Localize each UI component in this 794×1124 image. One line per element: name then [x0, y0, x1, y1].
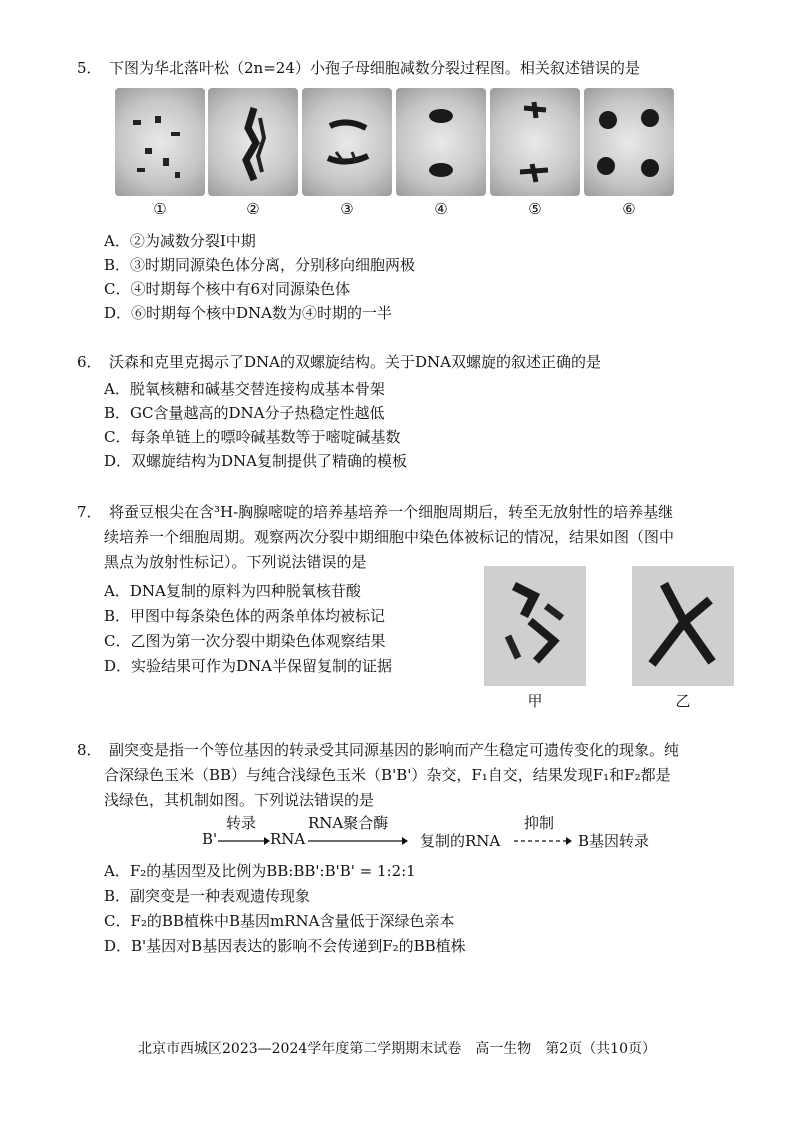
q7-option-c: C．乙图为第一次分裂中期染色体观察结果 [104, 632, 386, 650]
q5-option-a: A．②为减数分裂Ⅰ中期 [104, 232, 256, 250]
diagram-arrow2-label: RNA聚合酶 [308, 814, 389, 832]
q8-option-c: C．F₂的BB植株中B基因mRNA含量低于深绿色亲本 [104, 912, 455, 930]
q7-number: 7． [77, 503, 102, 521]
q8-number: 8． [77, 741, 102, 759]
q7-stem-line3: 黑点为放射性标记）。下列说法错误的是 [104, 553, 367, 571]
diagram-node-b-transcription: B基因转录 [578, 832, 650, 850]
q6-stem: 沃森和克里克揭示了DNA的双螺旋结构。关于DNA双螺旋的叙述正确的是 [109, 353, 601, 371]
q5-label-2: ② [246, 200, 260, 218]
q7-option-a: A．DNA复制的原料为四种脱氧核苷酸 [104, 582, 361, 600]
q5-micrograph-1 [115, 88, 205, 196]
q8-option-a: A．F₂的基因型及比例为BB:BB':B'B' = 1:2:1 [104, 862, 416, 880]
diagram-arrow1-label: 转录 [226, 814, 257, 832]
q7-caption-yi: 乙 [675, 692, 691, 710]
q5-option-c: C．④时期每个核中有6对同源染色体 [104, 280, 351, 298]
q5-label-1: ① [153, 200, 167, 218]
diagram-node-bprime: B' [202, 830, 218, 848]
q8-stem-line3: 浅绿色，其机制如图。下列说法错误的是 [104, 791, 375, 809]
q7-photo-jia [484, 566, 586, 686]
q5-label-4: ④ [434, 200, 448, 218]
q7-stem-line2: 续培养一个细胞周期。观察两次分裂中期细胞中染色体被标记的情况，结果如图（图中 [104, 528, 675, 546]
diagram-arrow-2 [308, 836, 408, 846]
q5-label-6: ⑥ [622, 200, 636, 218]
q7-stem-line1: 将蚕豆根尖在含³H-胸腺嘧啶的培养基培养一个细胞周期后，转至无放射性的培养基继 [109, 503, 674, 521]
q6-option-d: D．双螺旋结构为DNA复制提供了精确的模板 [104, 452, 408, 470]
q7-photo-yi [632, 566, 734, 686]
q5-micrograph-5 [490, 88, 580, 196]
diagram-arrow-1 [218, 836, 270, 846]
q7-caption-jia: 甲 [527, 692, 543, 710]
q5-option-d: D．⑥时期每个核中DNA数为④时期的一半 [104, 304, 393, 322]
q5-label-3: ③ [340, 200, 354, 218]
q5-micrograph-2 [208, 88, 298, 196]
q5-micrograph-4 [396, 88, 486, 196]
q5-stem: 下图为华北落叶松（2n=24）小孢子母细胞减数分裂过程图。相关叙述错误的是 [109, 59, 640, 77]
q5-micrograph-6 [584, 88, 674, 196]
q7-option-b: B．甲图中每条染色体的两条单体均被标记 [104, 607, 386, 625]
q5-number: 5． [77, 59, 102, 77]
diagram-arrow3-label: 抑制 [524, 814, 555, 832]
q7-option-d: D．实验结果可作为DNA半保留复制的证据 [104, 657, 393, 675]
q6-option-b: B．GC含量越高的DNA分子热稳定性越低 [104, 404, 385, 422]
page-footer: 北京市西城区2023—2024学年度第二学期期末试卷 高一生物 第2页（共10页） [138, 1041, 656, 1057]
diagram-node-rna: RNA [270, 830, 306, 848]
q8-option-d: D．B'基因对B基因表达的影响不会传递到F₂的BB植株 [104, 937, 466, 955]
q6-number: 6． [77, 353, 102, 371]
q8-stem-line1: 副突变是指一个等位基因的转录受其同源基因的影响而产生稳定可遗传变化的现象。纯 [109, 741, 680, 759]
diagram-arrow-3-dashed [514, 836, 572, 846]
q6-option-a: A．脱氧核糖和碱基交替连接构成基本骨架 [104, 380, 385, 398]
q5-option-b: B．③时期同源染色体分离，分别移向细胞两极 [104, 256, 416, 274]
q5-label-5: ⑤ [528, 200, 542, 218]
diagram-node-replicated-rna: 复制的RNA [420, 832, 501, 850]
q5-micrograph-3 [302, 88, 392, 196]
q6-option-c: C．每条单链上的嘌呤碱基数等于嘧啶碱基数 [104, 428, 401, 446]
q8-option-b: B．副突变是一种表观遗传现象 [104, 887, 311, 905]
q8-stem-line2: 合深绿色玉米（BB）与纯合浅绿色玉米（B'B'）杂交，F₁自交，结果发现F₁和F₂都是 [104, 766, 671, 784]
